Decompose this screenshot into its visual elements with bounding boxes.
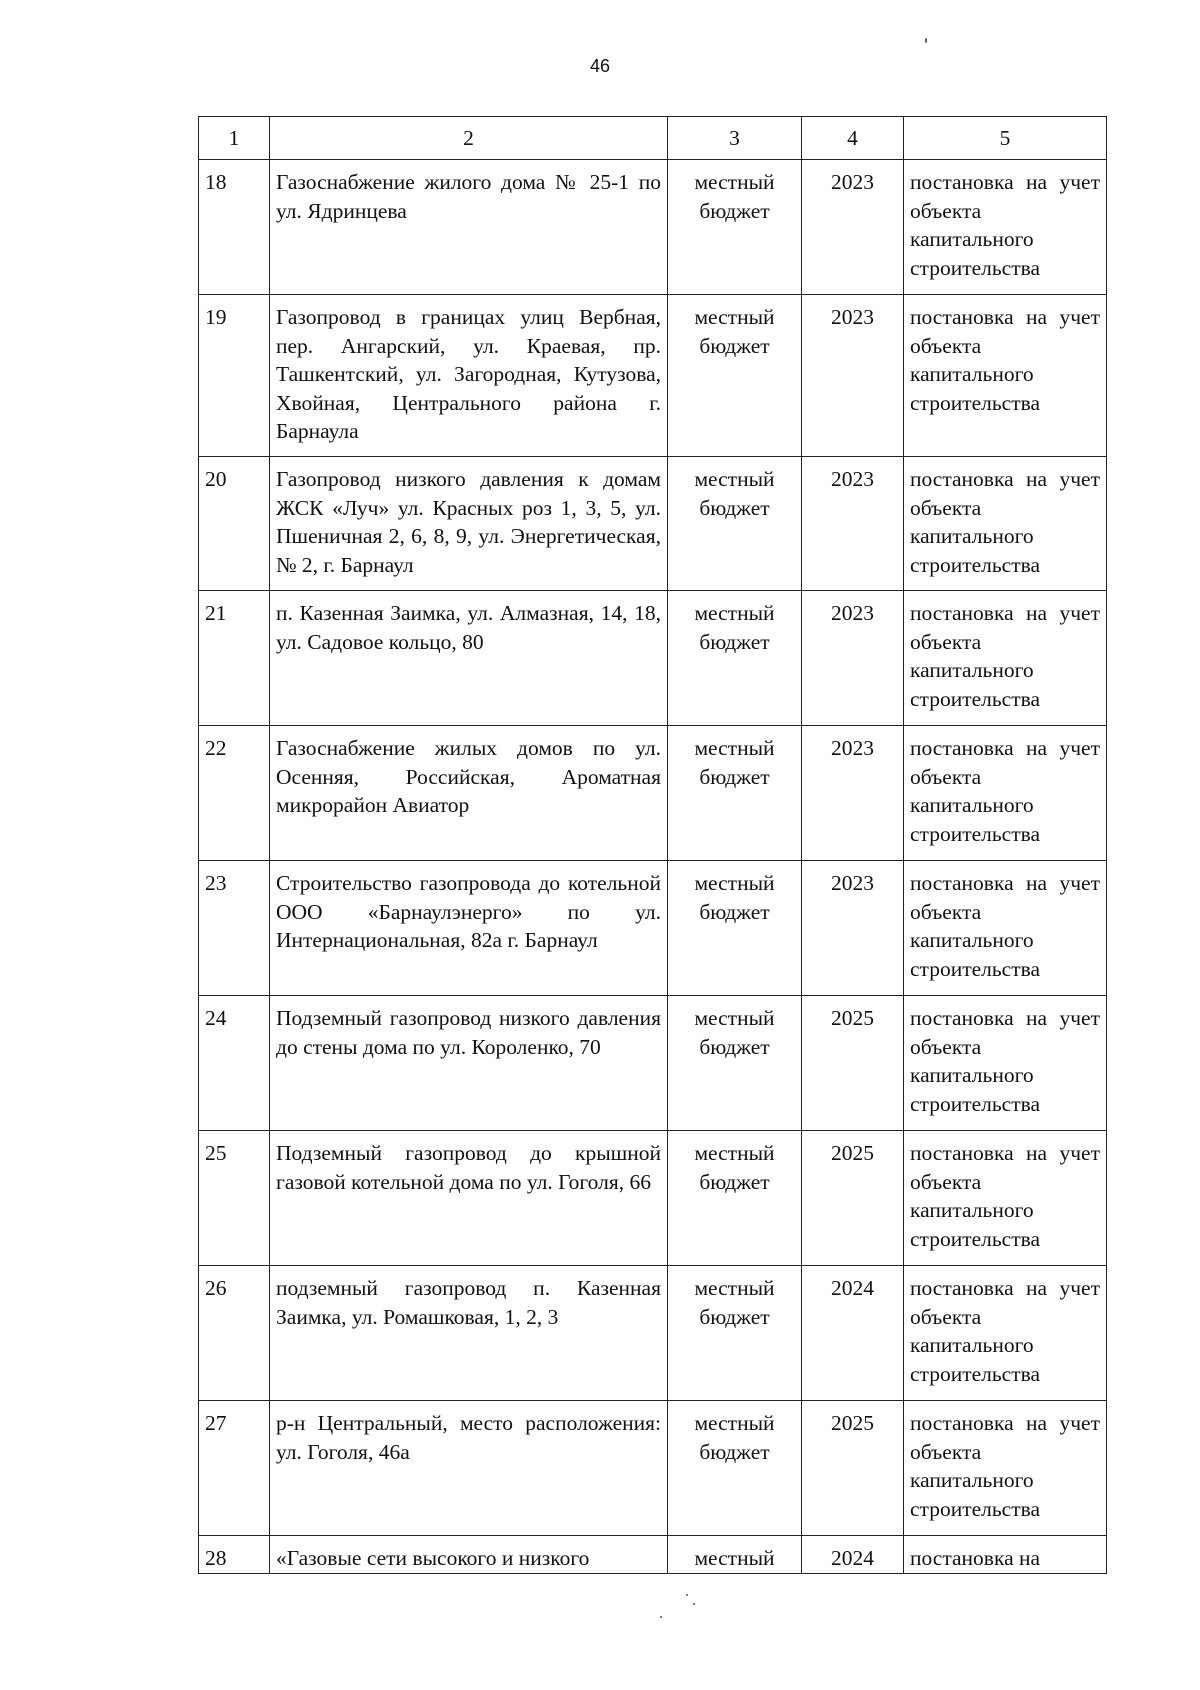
- year: 2025: [802, 1401, 904, 1536]
- funding-source: местный бюджет: [668, 996, 802, 1131]
- table-row: [199, 1131, 1107, 1266]
- object-name: р-н Центральный, место расположения: ул. Гоголя, 46а: [270, 1401, 668, 1536]
- year: 2023: [802, 457, 904, 591]
- object-name: подземный газопровод п. Казенная Заимка, ул. Ромашковая, 1, 2, 3: [270, 1266, 668, 1401]
- funding-source: местный бюджет: [668, 861, 802, 996]
- funding-source: местный бюджет: [668, 1266, 802, 1401]
- table-row: [199, 591, 1107, 726]
- note: постановка на: [904, 1536, 1107, 1574]
- scan-speck: [925, 38, 927, 43]
- row-number: 18: [199, 160, 270, 295]
- object-name: Газопровод низкого давления к домам ЖСК «Луч» ул. Красных роз 1, 3, 5, ул. Пшеничная 2, 6, 8, 9, ул. Энергетическая, № 2, г. Барнаул: [270, 457, 668, 591]
- row-number: 19: [199, 295, 270, 457]
- year: 2023: [802, 591, 904, 726]
- object-name: п. Казенная Заимка, ул. Алмазная, 14, 18, ул. Садовое кольцо, 80: [270, 591, 668, 726]
- row-number: 22: [199, 726, 270, 861]
- note: постановка на учет объекта капитального строительства: [904, 1401, 1107, 1536]
- object-name: Строительство газопровода до котельной ООО «Барнаулэнерго» по ул. Интернациональная, 82а г. Барнаул: [270, 861, 668, 996]
- object-name: Газоснабжение жилого дома № 25-1 по ул. Ядринцева: [270, 160, 668, 295]
- row-number: 23: [199, 861, 270, 996]
- header-row: [199, 117, 1107, 160]
- row-number: 20: [199, 457, 270, 591]
- table-row: [199, 1266, 1107, 1401]
- object-name: Подземный газопровод низкого давления до стены дома по ул. Короленко, 70: [270, 996, 668, 1131]
- row-number: 25: [199, 1131, 270, 1266]
- row-number: 27: [199, 1401, 270, 1536]
- funding-source: местный бюджет: [668, 1131, 802, 1266]
- table-row: [199, 726, 1107, 861]
- table-row: [199, 996, 1107, 1131]
- scan-speck: [686, 1594, 688, 1596]
- funding-source: местный: [668, 1536, 802, 1574]
- row-number: 26: [199, 1266, 270, 1401]
- column-header: 1: [199, 117, 270, 160]
- note: постановка на учет объекта капитального строительства: [904, 295, 1107, 457]
- funding-source: местный бюджет: [668, 591, 802, 726]
- table-row: [199, 160, 1107, 295]
- column-header: 3: [668, 117, 802, 160]
- object-name: «Газовые сети высокого и низкого: [270, 1536, 668, 1574]
- funding-source: местный бюджет: [668, 295, 802, 457]
- document-table: [198, 116, 1107, 1574]
- year: 2025: [802, 1131, 904, 1266]
- year: 2023: [802, 295, 904, 457]
- note: постановка на учет объекта капитального строительства: [904, 726, 1107, 861]
- table-row: [199, 1401, 1107, 1536]
- note: постановка на учет объекта капитального строительства: [904, 1266, 1107, 1401]
- table-row: [199, 457, 1107, 591]
- page-number: 46: [589, 56, 611, 76]
- year: 2024: [802, 1536, 904, 1574]
- year: 2025: [802, 996, 904, 1131]
- column-header: 4: [802, 117, 904, 160]
- year: 2023: [802, 726, 904, 861]
- funding-source: местный бюджет: [668, 160, 802, 295]
- funding-source: местный бюджет: [668, 726, 802, 861]
- note: постановка на учет объекта капитального строительства: [904, 160, 1107, 295]
- object-name: Газопровод в границах улиц Вербная, пер. Ангарский, ул. Краевая, пр. Ташкентский, ул. Загородная, Кутузова, Хвойная, Центрального района г. Барнаула: [270, 295, 668, 457]
- column-header: 2: [270, 117, 668, 160]
- scan-speck: [660, 1616, 662, 1618]
- table-row: [199, 295, 1107, 457]
- row-number: 28: [199, 1536, 270, 1574]
- object-name: Газоснабжение жилых домов по ул. Осенняя, Российская, Ароматная микрорайон Авиатор: [270, 726, 668, 861]
- row-number: 24: [199, 996, 270, 1131]
- scan-speck: [693, 1603, 695, 1605]
- year: 2024: [802, 1266, 904, 1401]
- object-name: Подземный газопровод до крышной газовой котельной дома по ул. Гоголя, 66: [270, 1131, 668, 1266]
- note: постановка на учет объекта капитального строительства: [904, 861, 1107, 996]
- table-row: [199, 1536, 1107, 1574]
- note: постановка на учет объекта капитального строительства: [904, 457, 1107, 591]
- year: 2023: [802, 160, 904, 295]
- funding-source: местный бюджет: [668, 1401, 802, 1536]
- year: 2023: [802, 861, 904, 996]
- note: постановка на учет объекта капитального строительства: [904, 996, 1107, 1131]
- note: постановка на учет объекта капитального строительства: [904, 591, 1107, 726]
- column-header: 5: [904, 117, 1107, 160]
- note: постановка на учет объекта капитального строительства: [904, 1131, 1107, 1266]
- row-number: 21: [199, 591, 270, 726]
- funding-source: местный бюджет: [668, 457, 802, 591]
- table-row: [199, 861, 1107, 996]
